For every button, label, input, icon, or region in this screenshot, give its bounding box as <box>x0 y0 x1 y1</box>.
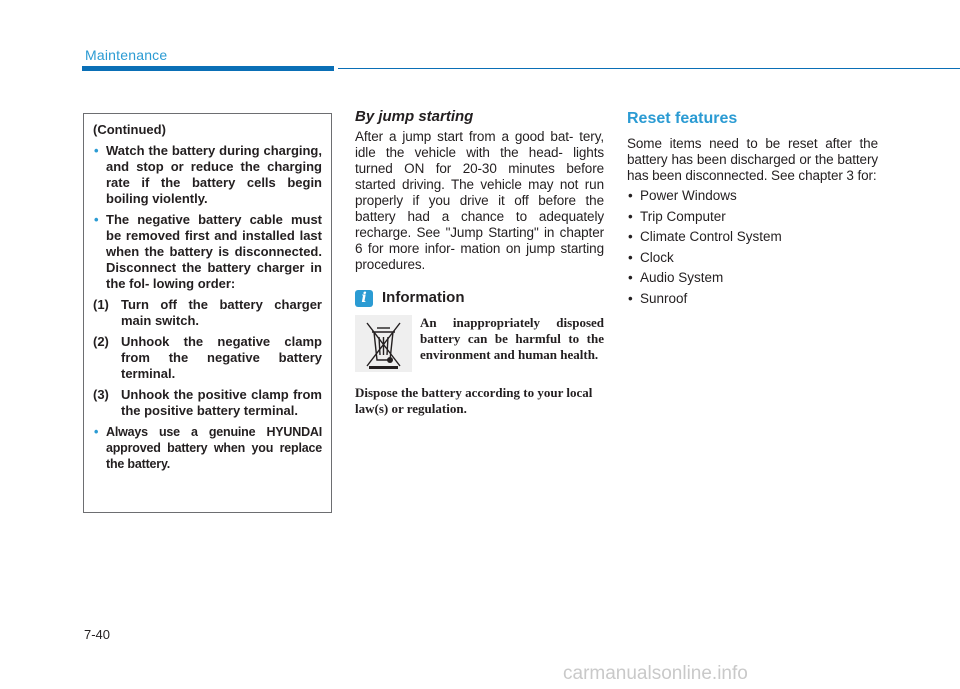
jump-start-body: After a jump start from a good bat- tery, idle the vehicle with the head- lights turned ON for 20-30 minutes before started driving. The vehicle may not run properly if you drive it off before the battery had a chance to adequately recharge. See "Jump Starting" in chapter 6 for more infor- mation on jump starting procedures. <box>355 129 604 272</box>
information-header <box>355 289 604 309</box>
information-body <box>355 315 604 377</box>
header-rule <box>338 68 960 69</box>
list-item: • Audio System <box>627 268 878 289</box>
caution-bullet-text: Watch the battery during charging, and stop or reduce the charging rate if the battery cells begin boiling violently. <box>106 143 322 206</box>
reset-features-section <box>627 110 878 309</box>
caution-step <box>93 334 322 382</box>
step-text: Unhook the positive clamp from the positive battery terminal. <box>121 387 322 418</box>
info-icon: i <box>355 290 373 307</box>
step-number: (3) <box>93 387 109 402</box>
step-number: (2) <box>93 334 109 349</box>
information-title: Information <box>382 289 465 306</box>
crossed-out-bin-icon <box>355 315 412 372</box>
step-text: Unhook the negative clamp from the negative battery terminal. <box>121 334 322 381</box>
bullet-dot: • <box>94 425 99 439</box>
dispose-text: Dispose the battery according to your local law(s) or regulation. <box>355 385 593 416</box>
caution-bullet-text: The negative battery cable must be removed first and installed last when the battery is disconnected. Disconnect the battery charger in the fol- lowing order: <box>106 212 322 291</box>
reset-features-list <box>627 186 878 309</box>
bullet-dot: • <box>94 143 99 158</box>
watermark: carmanualsonline.info <box>563 663 748 684</box>
caution-step <box>93 297 322 329</box>
list-item: • Clock <box>627 248 878 269</box>
caution-box <box>83 113 332 513</box>
list-item: • Power Windows <box>627 186 878 207</box>
information-text: An inappropriately disposed battery can be harmful to the environment and human health. <box>420 315 604 362</box>
jump-start-section <box>355 108 604 417</box>
step-text: Turn off the battery charger main switch. <box>121 297 322 328</box>
header-bar <box>82 66 334 71</box>
caution-bullet <box>93 143 322 207</box>
bullet-dot: • <box>94 212 99 227</box>
list-item: • Sunroof <box>627 289 878 310</box>
continued-label: (Continued) <box>93 122 166 137</box>
caution-bullet <box>93 424 322 472</box>
caution-bullet <box>93 212 322 292</box>
caution-bullet-text: Always use a genuine HYUNDAI approved battery when you replace the battery. <box>106 425 322 471</box>
list-item: • Trip Computer <box>627 207 878 228</box>
header-title: Maintenance <box>85 47 168 63</box>
step-number: (1) <box>93 297 109 312</box>
jump-start-heading: By jump starting <box>355 108 474 125</box>
reset-features-heading: Reset features <box>627 110 738 127</box>
list-item: • Climate Control System <box>627 227 878 248</box>
reset-features-body: Some items need to be reset after the battery has been discharged or the battery has been disconnected. See chapter 3 for: <box>627 136 878 183</box>
page-number: 7-40 <box>84 627 111 642</box>
caution-step <box>93 387 322 419</box>
